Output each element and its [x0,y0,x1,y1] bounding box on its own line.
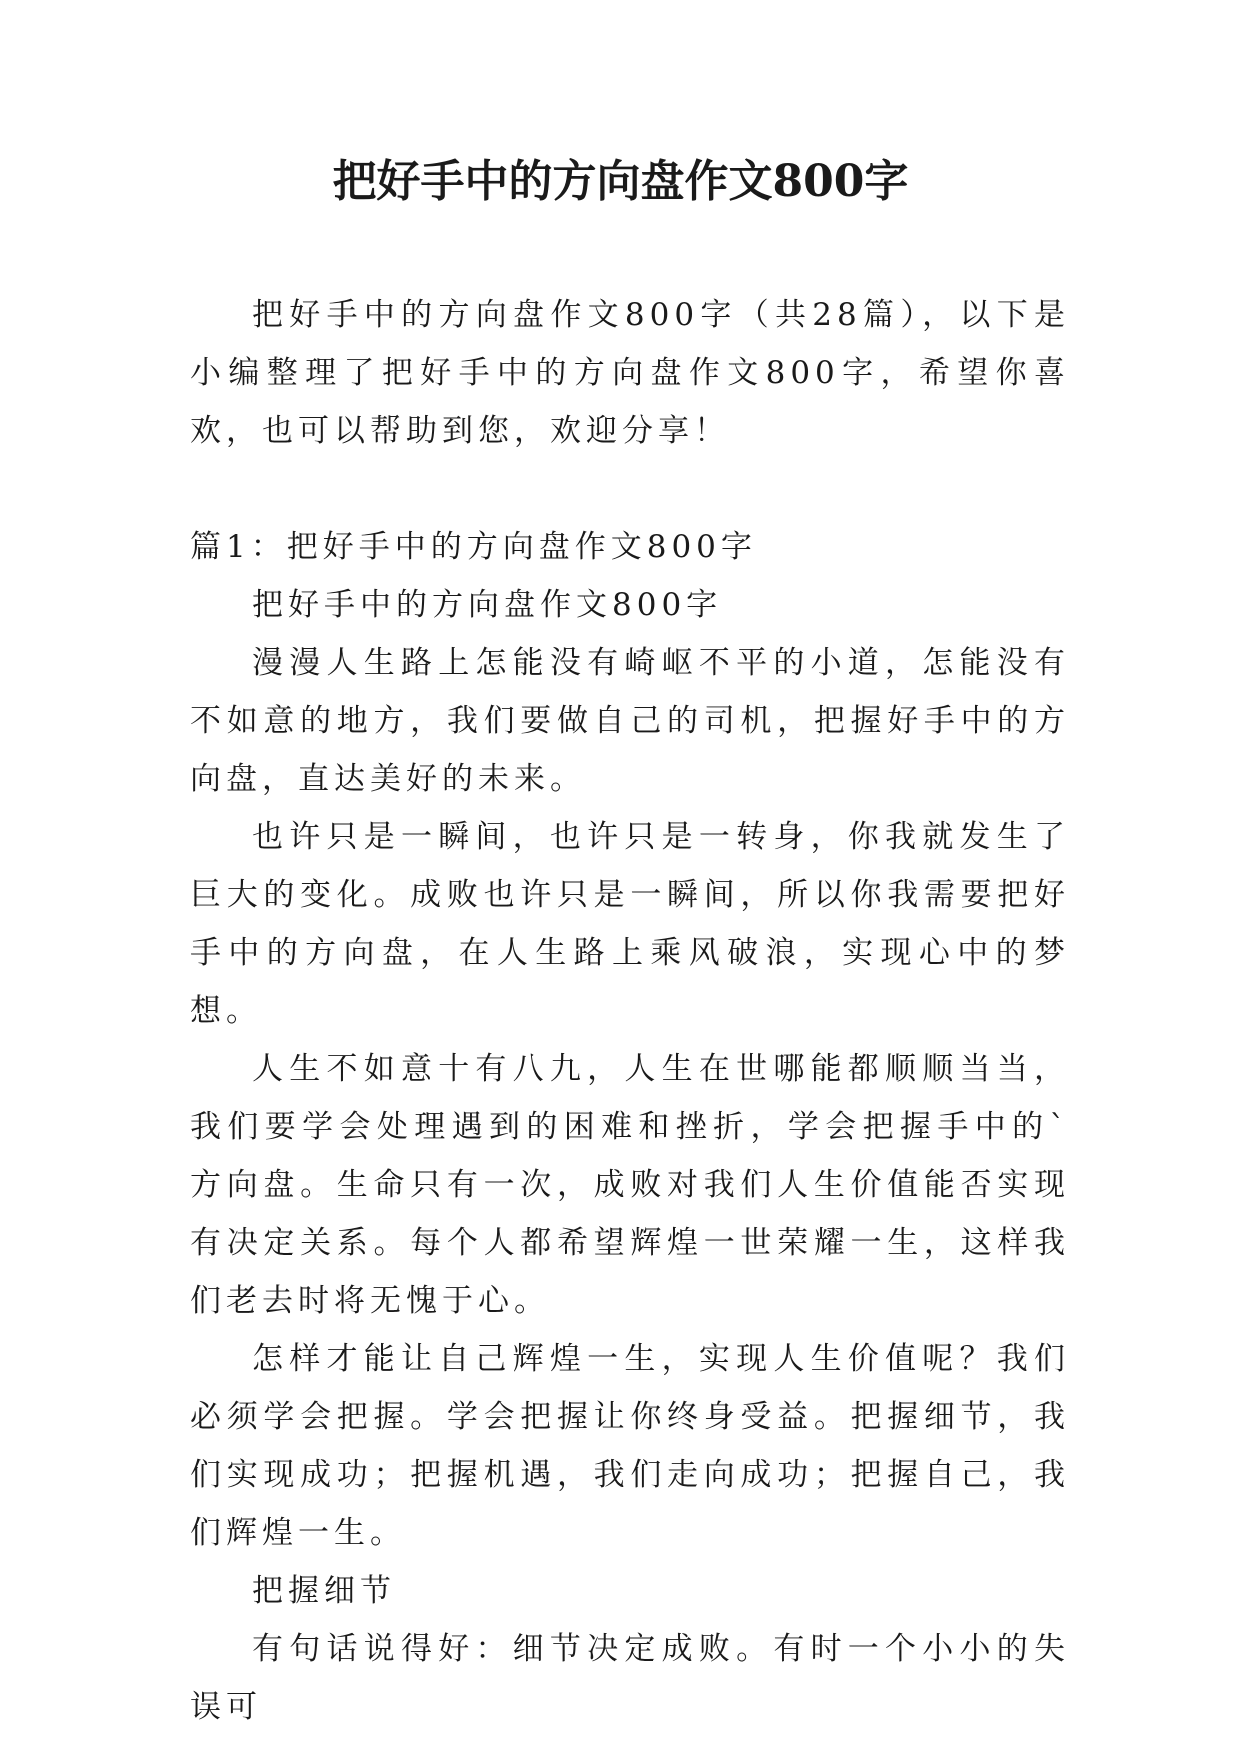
section-heading: 篇1：把好手中的方向盘作文800字 [190,529,757,565]
intro-paragraph: 把好手中的方向盘作文800字（共28篇），以下是小编整理了把好手中的方向盘作文800字，希望你喜欢，也可以帮助到您，欢迎分享！ [190,297,1070,449]
article-title: 把好手中的方向盘作文800字 [252,587,723,623]
subheading: 把握细节 [252,1573,396,1609]
paragraph: 有句话说得好：细节决定成败。有时一个小小的失误可 [190,1631,1070,1725]
spacer [190,460,1070,518]
paragraph: 人生不如意十有八九，人生在世哪能都顺顺当当，我们要学会处理遇到的困难和挫折，学会把握手中的`方向盘。生命只有一次，成败对我们人生价值能否实现有决定关系。每个人都希望辉煌一世荣耀一生，这样我们老去时将无愧于心。 [190,1051,1070,1319]
paragraph: 漫漫人生路上怎能没有崎岖不平的小道，怎能没有不如意的地方，我们要做自己的司机，把握好手中的方向盘，直达美好的未来。 [190,645,1070,797]
paragraph: 也许只是一瞬间，也许只是一转身，你我就发生了巨大的变化。成败也许只是一瞬间，所以你我需要把好手中的方向盘，在人生路上乘风破浪，实现心中的梦想。 [190,819,1070,1029]
document-title: 把好手中的方向盘作文800字 [332,156,909,207]
paragraph: 怎样才能让自己辉煌一生，实现人生价值呢？我们必须学会把握。学会把握让你终身受益。把握细节，我们实现成功；把握机遇，我们走向成功；把握自己，我们辉煌一生。 [190,1341,1070,1551]
document-body [190,286,1070,1736]
